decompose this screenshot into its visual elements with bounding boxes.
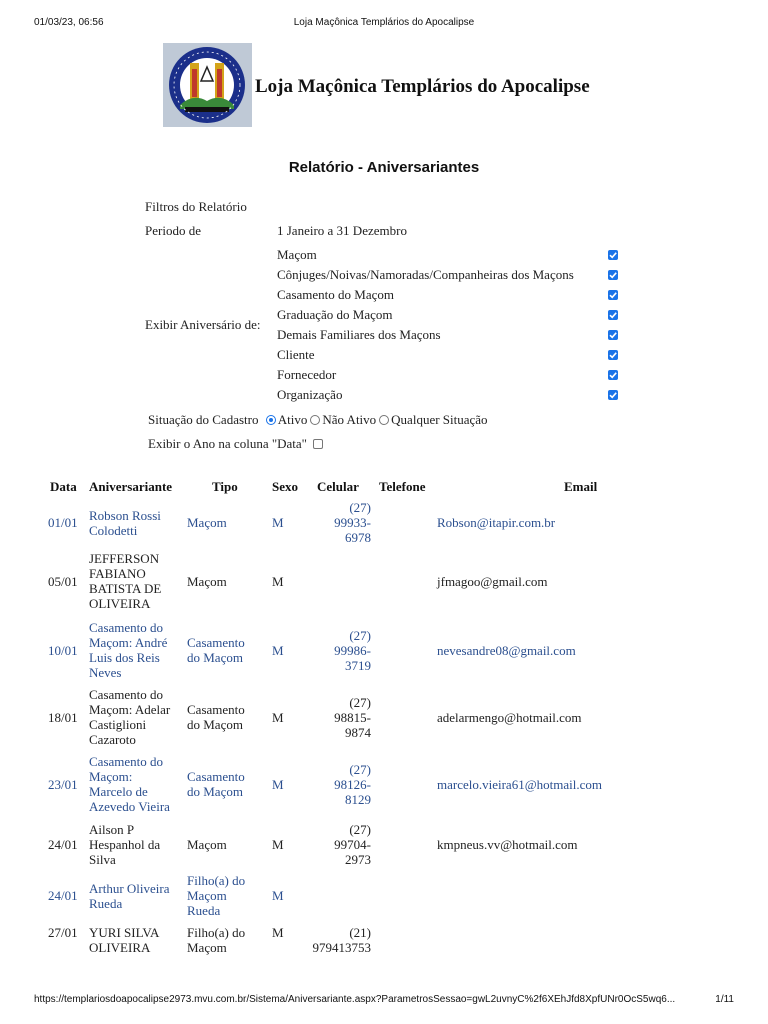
row-name-line: Luis dos Reis <box>89 650 160 665</box>
row-type-line: Filho(a) do <box>187 873 246 888</box>
row-sex: M <box>272 642 284 658</box>
print-title: Loja Maçônica Templários do Apocalipse <box>293 17 475 28</box>
status-option-label: Qualquer Situação <box>391 412 488 427</box>
row-name-line: Robson Rossi <box>89 507 161 523</box>
row-type-line: Casamento <box>187 769 245 784</box>
row-name-line: Neves <box>89 665 122 680</box>
status-option-label: Não Ativo <box>322 412 377 427</box>
row-date: 18/01 <box>48 709 78 725</box>
row-name <box>89 925 181 955</box>
row-mobile-line: 98815- <box>334 709 371 725</box>
birthday-option-checkbox[interactable] <box>608 290 618 300</box>
row-name-line: FABIANO <box>89 566 146 581</box>
row-type-line: Casamento <box>187 702 245 717</box>
row-mobile-line: (27) <box>349 627 371 643</box>
row-mobile-line: 9874 <box>345 724 371 740</box>
row-type <box>187 837 257 852</box>
row-mobile-line: 98126- <box>334 776 371 792</box>
row-name-line: Colodetti <box>89 522 138 538</box>
row-email: adelarmengo@hotmail.com <box>437 709 582 725</box>
row-sex: M <box>272 709 284 725</box>
row-date: 27/01 <box>48 925 78 940</box>
row-name-line: Silva <box>89 852 116 867</box>
row-name-line: Maçom: <box>89 769 133 784</box>
print-page-number: 1/11 <box>715 994 734 1005</box>
row-sex: M <box>272 837 284 852</box>
row-name-line: Cazaroto <box>89 732 136 747</box>
col-header-email: Email <box>564 479 598 494</box>
row-name-line: Casamento do <box>89 687 164 702</box>
col-header-sexo: Sexo <box>272 479 298 494</box>
row-date: 10/01 <box>48 642 78 658</box>
row-mobile-line: (27) <box>349 500 371 515</box>
row-type-line: Maçom <box>187 837 227 852</box>
birthday-option-checkbox[interactable] <box>608 390 618 400</box>
row-name-line: Rueda <box>89 895 123 911</box>
filters-heading: Filtros do Relatório <box>145 199 247 214</box>
status-radio-group <box>262 412 488 427</box>
birthday-option-checkbox[interactable] <box>608 330 618 340</box>
birthday-option-label: Fornecedor <box>277 367 337 382</box>
row-mobile-line: (27) <box>349 761 371 777</box>
row-date: 01/01 <box>48 515 78 530</box>
row-name-line: OLIVEIRA <box>89 596 151 611</box>
birthday-option-checkbox[interactable] <box>608 310 618 320</box>
row-type <box>187 873 257 918</box>
row-type-line: Maçom <box>187 573 227 589</box>
row-name-line: Casamento do <box>89 620 164 635</box>
row-name[interactable] <box>89 754 181 814</box>
row-sex: M <box>272 888 284 903</box>
row-mobile-line: (27) <box>349 822 371 837</box>
row-type <box>187 925 257 955</box>
row-name-line: Castiglioni <box>89 717 147 732</box>
row-name-line: JEFFERSON <box>89 551 160 566</box>
row-mobile <box>300 822 371 867</box>
row-mobile-line: 99704- <box>334 837 371 852</box>
row-date: 05/01 <box>48 573 78 589</box>
row-name-line: Maçom: André <box>89 635 168 650</box>
row-mobile <box>300 500 371 545</box>
report-title: Relatório - Aniversariantes <box>288 159 480 176</box>
row-type-line: Filho(a) do <box>187 925 246 940</box>
row-name-line: Arthur Oliveira <box>89 880 170 896</box>
row-mobile-line: 99986- <box>334 642 371 658</box>
row-email[interactable]: Robson@itapir.com.br <box>437 515 556 530</box>
birthday-option-checkbox[interactable] <box>608 250 618 260</box>
row-sex: M <box>272 925 284 940</box>
row-name-line: Marcelo de <box>89 784 148 799</box>
row-type-line: Casamento <box>187 635 245 650</box>
site-title: Loja Maçônica Templários do Apocalipse <box>255 76 590 97</box>
col-header-aniversariante: Aniversariante <box>89 479 173 494</box>
row-name-line: YURI SILVA <box>89 925 160 940</box>
row-mobile <box>300 925 371 955</box>
row-date: 23/01 <box>48 776 78 792</box>
row-type <box>187 769 257 799</box>
show-year-option <box>148 436 323 452</box>
row-name[interactable] <box>89 881 181 911</box>
row-email: kmpneus.vv@hotmail.com <box>437 837 578 852</box>
row-mobile-line: 99933- <box>334 515 371 530</box>
col-header-data: Data <box>50 479 77 494</box>
row-mobile <box>300 762 371 807</box>
status-label: Situação do Cadastro <box>148 412 259 427</box>
row-name-line: Maçom: Adelar <box>89 702 171 717</box>
status-radio[interactable] <box>310 415 320 425</box>
row-email: jfmagoo@gmail.com <box>437 573 548 589</box>
birthday-option-label: Casamento do Maçom <box>277 287 394 302</box>
row-type-line: Maçom <box>187 940 227 955</box>
row-mobile-line: 979413753 <box>312 940 371 955</box>
status-option-label: Ativo <box>277 412 308 427</box>
col-header-celular: Celular <box>317 479 359 494</box>
row-date: 24/01 <box>48 888 78 903</box>
row-email[interactable]: nevesandre08@gmail.com <box>437 642 576 658</box>
row-mobile-line: (21) <box>349 925 371 940</box>
birthday-option-checkbox[interactable] <box>608 270 618 280</box>
row-type-line: do Maçom <box>187 650 243 665</box>
period-value: 1 Janeiro a 31 Dezembro <box>277 223 407 238</box>
row-name <box>89 687 181 747</box>
show-year-label: Exibir o Ano na coluna "Data" <box>148 436 307 451</box>
birthday-option-checkbox[interactable] <box>608 350 618 360</box>
row-name <box>89 551 181 611</box>
show-year-checkbox[interactable] <box>313 439 323 449</box>
row-name <box>89 822 181 867</box>
row-type-line: Maçom <box>187 888 227 903</box>
row-name-line: Ailson P <box>89 822 135 837</box>
status-option[interactable] <box>266 412 308 427</box>
row-type-line: Maçom <box>187 515 227 530</box>
status-radio[interactable] <box>266 415 276 425</box>
birthday-option-label: Cliente <box>277 347 315 362</box>
row-name[interactable] <box>89 620 181 680</box>
row-type-line: do Maçom <box>187 784 243 799</box>
row-sex: M <box>272 573 284 589</box>
row-type <box>187 635 257 665</box>
birthday-option-checkbox[interactable] <box>608 370 618 380</box>
birthday-option-label: Cônjuges/Noivas/Namoradas/Companheiras dos Maçons <box>277 267 574 282</box>
period-label: Periodo de <box>145 223 201 238</box>
row-mobile <box>300 695 371 740</box>
row-mobile-line: (27) <box>349 694 371 710</box>
print-datetime: 01/03/23, 06:56 <box>34 17 104 28</box>
row-name[interactable] <box>89 508 181 538</box>
row-mobile-line: 2973 <box>345 852 371 867</box>
row-mobile-line: 8129 <box>345 791 371 807</box>
row-type <box>187 702 257 732</box>
row-type <box>187 574 257 589</box>
status-radio[interactable] <box>379 415 389 425</box>
row-mobile <box>300 628 371 673</box>
row-name-line: Hespanhol da <box>89 837 161 852</box>
status-filter <box>148 412 488 428</box>
row-name-line: BATISTA DE <box>89 581 162 596</box>
birthday-option-label: Graduação do Maçom <box>277 307 393 322</box>
row-sex: M <box>272 515 284 530</box>
row-date: 24/01 <box>48 837 78 852</box>
col-header-telefone: Telefone <box>379 479 426 494</box>
row-sex: M <box>272 776 284 792</box>
row-name-line: Azevedo Vieira <box>89 799 170 814</box>
row-email[interactable]: marcelo.vieira61@hotmail.com <box>437 776 603 792</box>
row-mobile-line: 3719 <box>345 657 371 673</box>
col-header-tipo: Tipo <box>212 479 238 494</box>
show-birthday-label: Exibir Aniversário de: <box>145 317 261 332</box>
status-option[interactable] <box>379 412 487 427</box>
birthday-option-label: Demais Familiares dos Maçons <box>277 327 441 342</box>
row-name-line: OLIVEIRA <box>89 940 151 955</box>
birthday-option-label: Organização <box>277 387 343 402</box>
row-name-line: Casamento do <box>89 754 164 769</box>
print-url: https://templariosdoapocalipse2973.mvu.com.br/Sistema/Aniversariante.aspx?ParametrosSessao=gwL2uvnyC%2f6XEhJfd8XpfUNr0OcS5wq6... <box>34 994 676 1005</box>
birthday-option-label: Maçom <box>277 247 317 262</box>
row-mobile-line: 6978 <box>345 530 371 545</box>
row-type <box>187 515 257 530</box>
row-type-line: do Maçom <box>187 717 243 732</box>
status-option[interactable] <box>310 412 376 427</box>
row-type-line: Rueda <box>187 903 221 918</box>
lodge-logo <box>163 43 252 127</box>
